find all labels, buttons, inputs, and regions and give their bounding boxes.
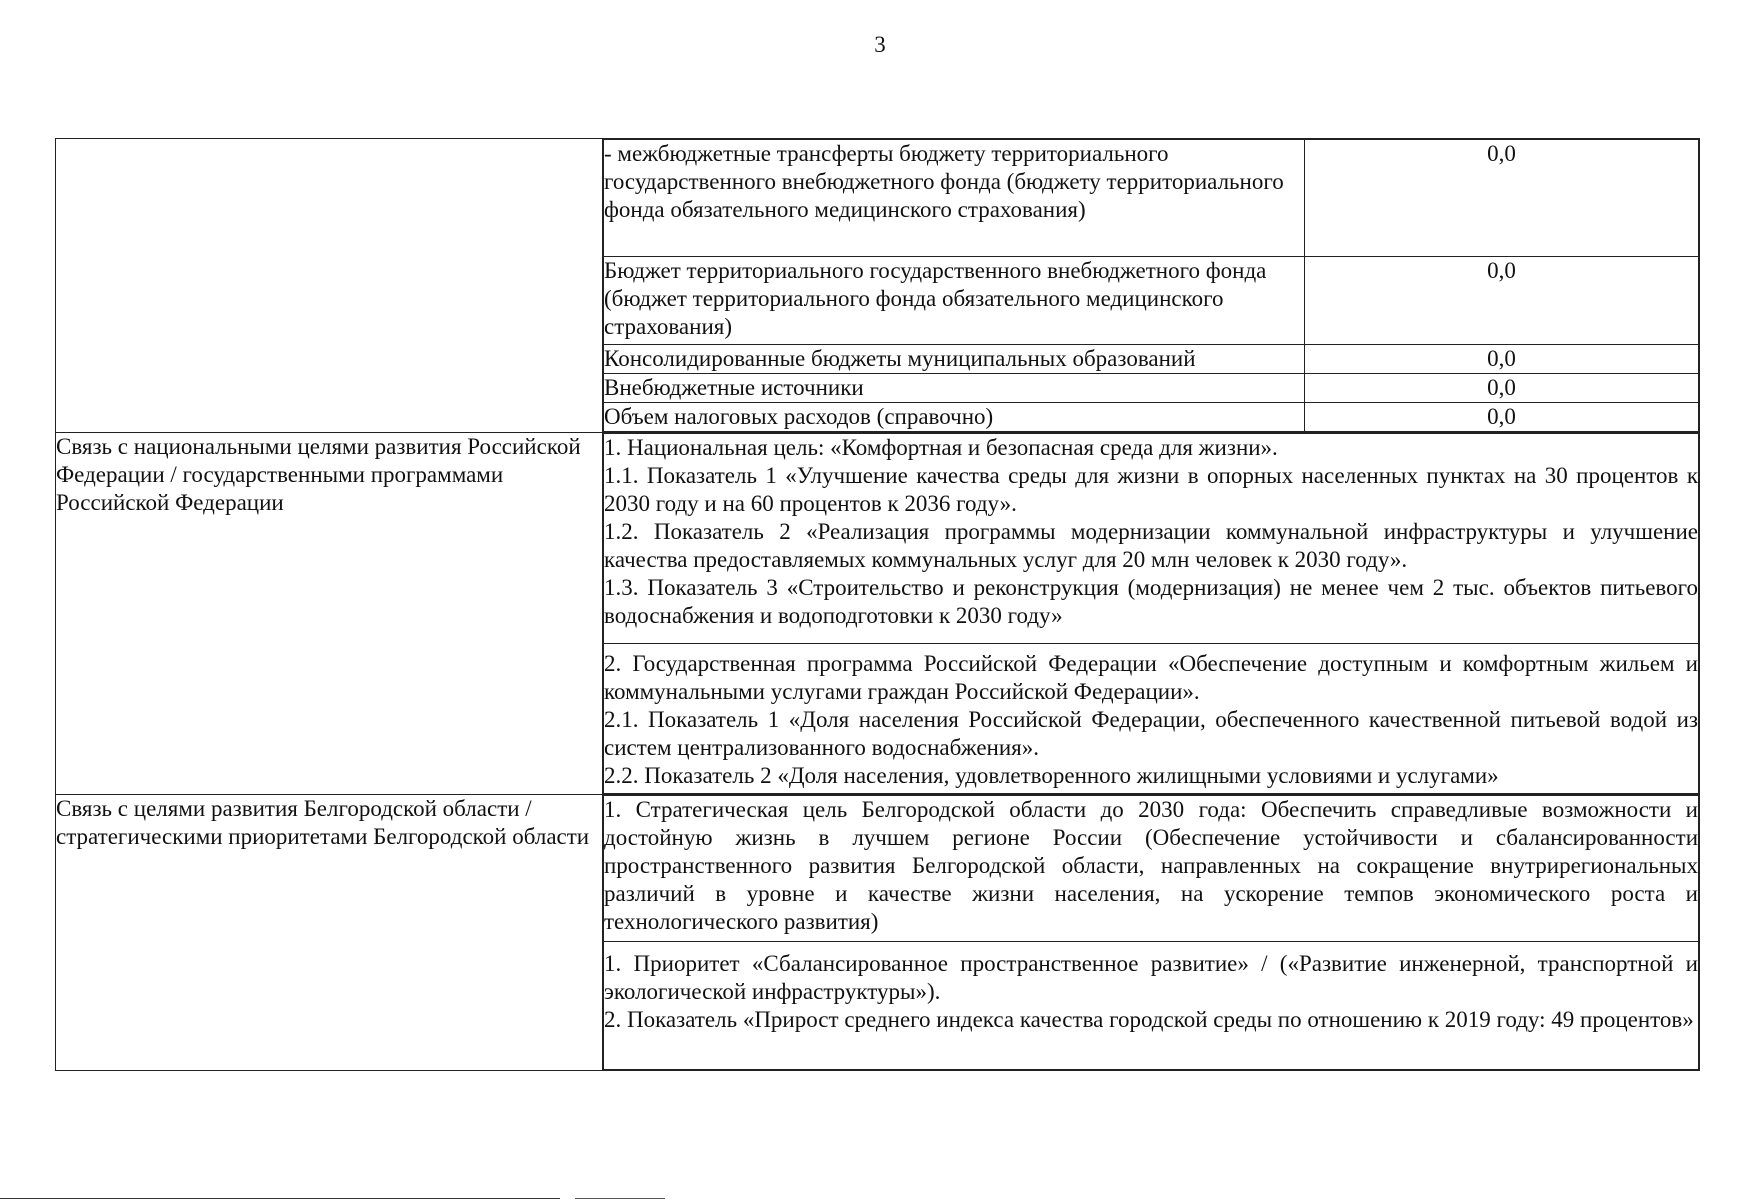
financing-row-label: Консолидированные бюджеты муниципальных образований <box>604 345 1305 374</box>
national-goals-block-2 <box>604 644 1699 794</box>
national-goals-right-cell <box>603 433 1700 795</box>
passport-table <box>55 138 1700 1071</box>
financing-row <box>604 374 1699 403</box>
national-goals-section <box>56 433 1700 795</box>
national-goals-block-row <box>604 644 1699 794</box>
financing-row-label: Объем налоговых расходов (справочно) <box>604 403 1305 432</box>
financing-row <box>604 345 1699 374</box>
state-program-item: 2. Государственная программа Российской Федерации «Обеспечение доступным и комфортным жильем и коммунальными услугами граждан Российской Федерации». <box>604 651 1698 704</box>
regional-goals-label: Связь с целями развития Белгородской области / стратегическими приоритетами Белгородской области <box>56 795 603 1071</box>
state-program-item: 2.1. Показатель 1 «Доля населения Российской Федерации, обеспеченного качественной питьевой водой из систем централизованного водоснабжения». <box>604 707 1698 760</box>
financing-left-cell <box>56 139 603 433</box>
national-goals-blocks <box>603 433 1699 794</box>
financing-section <box>56 139 1700 433</box>
financing-row-value: 0,0 <box>1305 140 1699 257</box>
national-goal-item: 1.1. Показатель 1 «Улучшение качества среды для жизни в опорных населенных пунктах на 30 процентов к 2030 году и на 60 процентов к 2036 году». <box>604 463 1698 516</box>
footer-divider-short <box>575 1198 665 1199</box>
financing-row-label: Внебюджетные источники <box>604 374 1305 403</box>
regional-goals-block-2 <box>604 942 1699 1070</box>
priority-item: 2. Показатель «Прирост среднего индекса качества городской среды по отношению к 2019 году: 49 процентов» <box>604 1007 1694 1032</box>
financing-right-cell <box>603 139 1700 433</box>
priority-item: 1. Приоритет «Сбалансированное пространственное развитие» / («Развитие инженерной, транспортной и экологической инфраструктуры»). <box>604 951 1698 1004</box>
regional-goals-section <box>56 795 1700 1071</box>
financing-row-value: 0,0 <box>1305 257 1699 345</box>
page-number: 3 <box>874 32 886 57</box>
financing-row <box>604 403 1699 432</box>
national-goals-block-1 <box>604 434 1699 644</box>
national-goal-item: 1.2. Показатель 2 «Реализация программы модернизации коммунальной инфраструктуры и улучшение качества предоставляемых коммунальных услуг для 20 млн человек к 2030 году». <box>604 519 1698 572</box>
financing-row <box>604 257 1699 345</box>
footer-divider <box>0 1198 560 1199</box>
financing-row-value: 0,0 <box>1305 374 1699 403</box>
regional-goals-right-cell <box>603 795 1700 1071</box>
regional-goals-block-row <box>604 796 1699 942</box>
financing-row-value: 0,0 <box>1305 345 1699 374</box>
national-goals-label: Связь с национальными целями развития Российской Федерации / государственными программами Российской Федерации <box>56 433 603 795</box>
regional-goals-block-row <box>604 942 1699 1070</box>
financing-row <box>604 140 1699 257</box>
financing-row-value: 0,0 <box>1305 403 1699 432</box>
financing-row-label: - межбюджетные трансферты бюджету территориального государственного внебюджетного фонда (бюджету территориального фонда обязательного медицинского страхования) <box>604 140 1305 257</box>
national-goal-item: 1.3. Показатель 3 «Строительство и реконструкция (модернизация) не менее чем 2 тыс. объектов питьевого водоснабжения и водоподготовки к 2030 году» <box>604 575 1698 628</box>
financing-row-label: Бюджет территориального государственного внебюджетного фонда (бюджет территориального фонда обязательного медицинского страхования) <box>604 257 1305 345</box>
financing-table <box>603 139 1699 432</box>
regional-goals-blocks <box>603 795 1699 1070</box>
national-goals-block-row <box>604 434 1699 644</box>
state-program-item: 2.2. Показатель 2 «Доля населения, удовлетворенного жилищными условиями и услугами» <box>604 763 1499 788</box>
national-goal-item: 1. Национальная цель: «Комфортная и безопасная среда для жизни». <box>604 435 1278 460</box>
regional-goals-block-1 <box>604 796 1699 942</box>
strategic-goal-item: 1. Стратегическая цель Белгородской области до 2030 года: Обеспечить справедливые возможности и достойную жизнь в лучшем регионе России (Обеспечение устойчивости и сбалансированности пространственного развития Белгородской области, направленных на сокращение внутрирегиональных различий в уровне и качестве жизни населения, на ускорение темпов экономического роста и технологического развития) <box>604 797 1698 934</box>
